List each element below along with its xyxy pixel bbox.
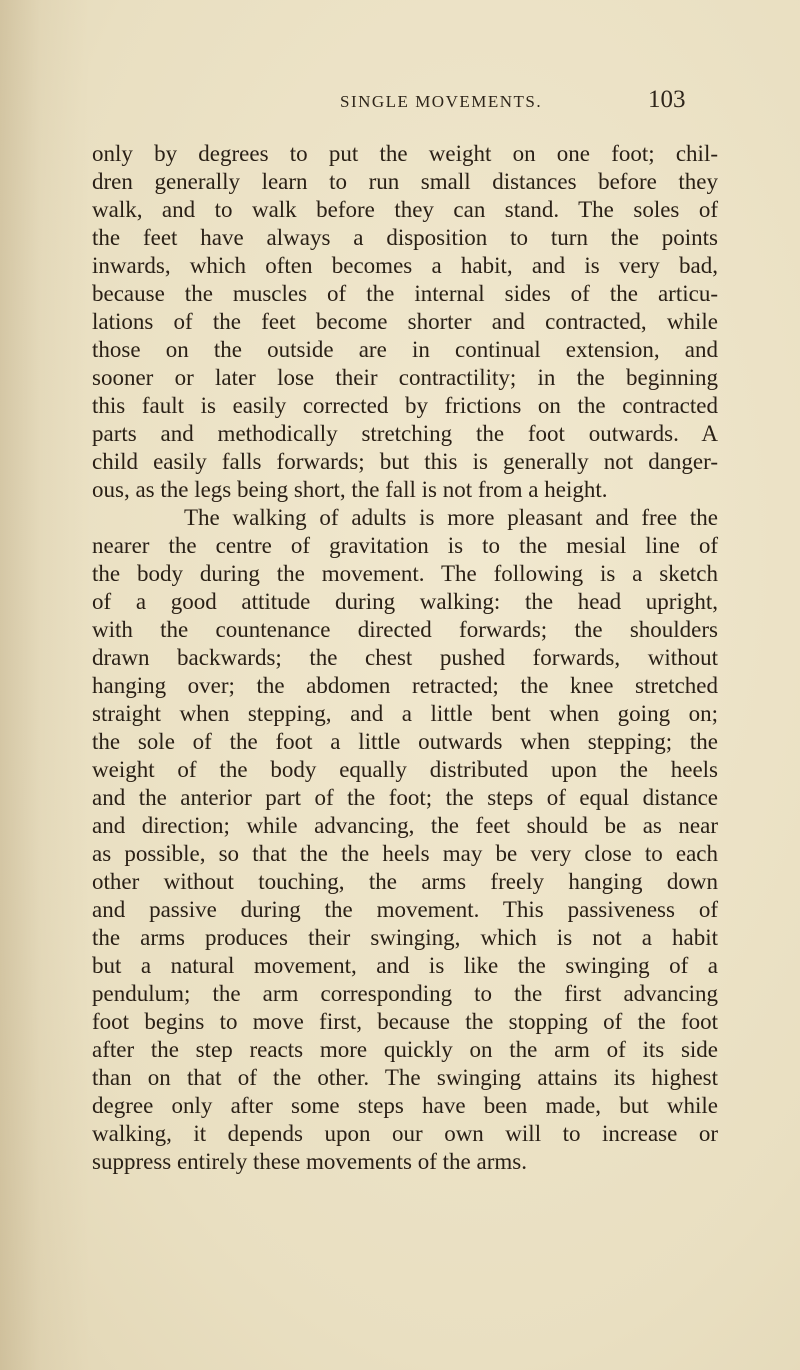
text-line: drawn backwards; the chest pushed forwards, without: [92, 645, 718, 670]
page-number: 103: [648, 86, 686, 113]
text-line: degree only after some steps have been made, but while: [92, 1093, 718, 1118]
text-line: of a good attitude during walking: the head upright,: [92, 589, 718, 614]
text-line: lations of the feet become shorter and contracted, while: [92, 309, 718, 334]
text-line: with the countenance directed forwards; the shoulders: [92, 617, 718, 642]
text-line: inwards, which often becomes a habit, and is very bad,: [92, 253, 718, 278]
text-line: the feet have always a disposition to turn the points: [92, 225, 718, 250]
text-line: foot begins to move first, because the stopping of the foot: [92, 1009, 718, 1034]
text-line: than on that of the other. The swinging attains its highest: [92, 1065, 718, 1090]
text-line: suppress entirely these movements of the arms.: [92, 1149, 527, 1174]
text-line: other without touching, the arms freely hanging down: [92, 869, 718, 894]
text-line: but a natural movement, and is like the swinging of a: [92, 953, 718, 978]
text-line: this fault is easily corrected by frictions on the contracted: [92, 393, 718, 418]
body-text: [92, 140, 718, 1176]
text-line: after the step reacts more quickly on the arm of its side: [92, 1037, 718, 1062]
paragraph-first-line: The walking of adults is more pleasant and free the: [184, 505, 718, 530]
text-line: only by degrees to put the weight on one foot; chil-: [92, 141, 718, 166]
text-line: the body during the movement. The following is a sketch: [92, 561, 718, 586]
text-line: parts and methodically stretching the foot outwards. A: [92, 421, 718, 446]
running-head: SINGLE MOVEMENTS.: [340, 92, 543, 111]
text-line: nearer the centre of gravitation is to the mesial line of: [92, 533, 718, 558]
text-line: because the muscles of the internal sides of the articu-: [92, 281, 718, 306]
text-line: sooner or later lose their contractility; in the beginning: [92, 365, 718, 390]
text-line: walk, and to walk before they can stand. The soles of: [92, 197, 718, 222]
text-line: walking, it depends upon our own will to increase or: [92, 1121, 718, 1146]
text-line: and passive during the movement. This passiveness of: [92, 897, 718, 922]
text-line: those on the outside are in continual extension, and: [92, 337, 718, 362]
text-line: the sole of the foot a little outwards when stepping; the: [92, 729, 718, 754]
text-line: the arms produces their swinging, which is not a habit: [92, 925, 718, 950]
text-line: hanging over; the abdomen retracted; the knee stretched: [92, 673, 718, 698]
text-line: and direction; while advancing, the feet should be as near: [92, 813, 718, 838]
text-line: as possible, so that the the heels may be very close to each: [92, 841, 718, 866]
text-line: dren generally learn to run small distances before they: [92, 169, 718, 194]
text-line: straight when stepping, and a little bent when going on;: [92, 701, 718, 726]
text-line: and the anterior part of the foot; the steps of equal distance: [92, 785, 718, 810]
text-line: weight of the body equally distributed upon the heels: [92, 757, 718, 782]
text-line: ous, as the legs being short, the fall is not from a height.: [92, 477, 608, 502]
text-line: pendulum; the arm corresponding to the first advancing: [92, 981, 718, 1006]
text-line: child easily falls forwards; but this is generally not danger-: [92, 449, 718, 474]
